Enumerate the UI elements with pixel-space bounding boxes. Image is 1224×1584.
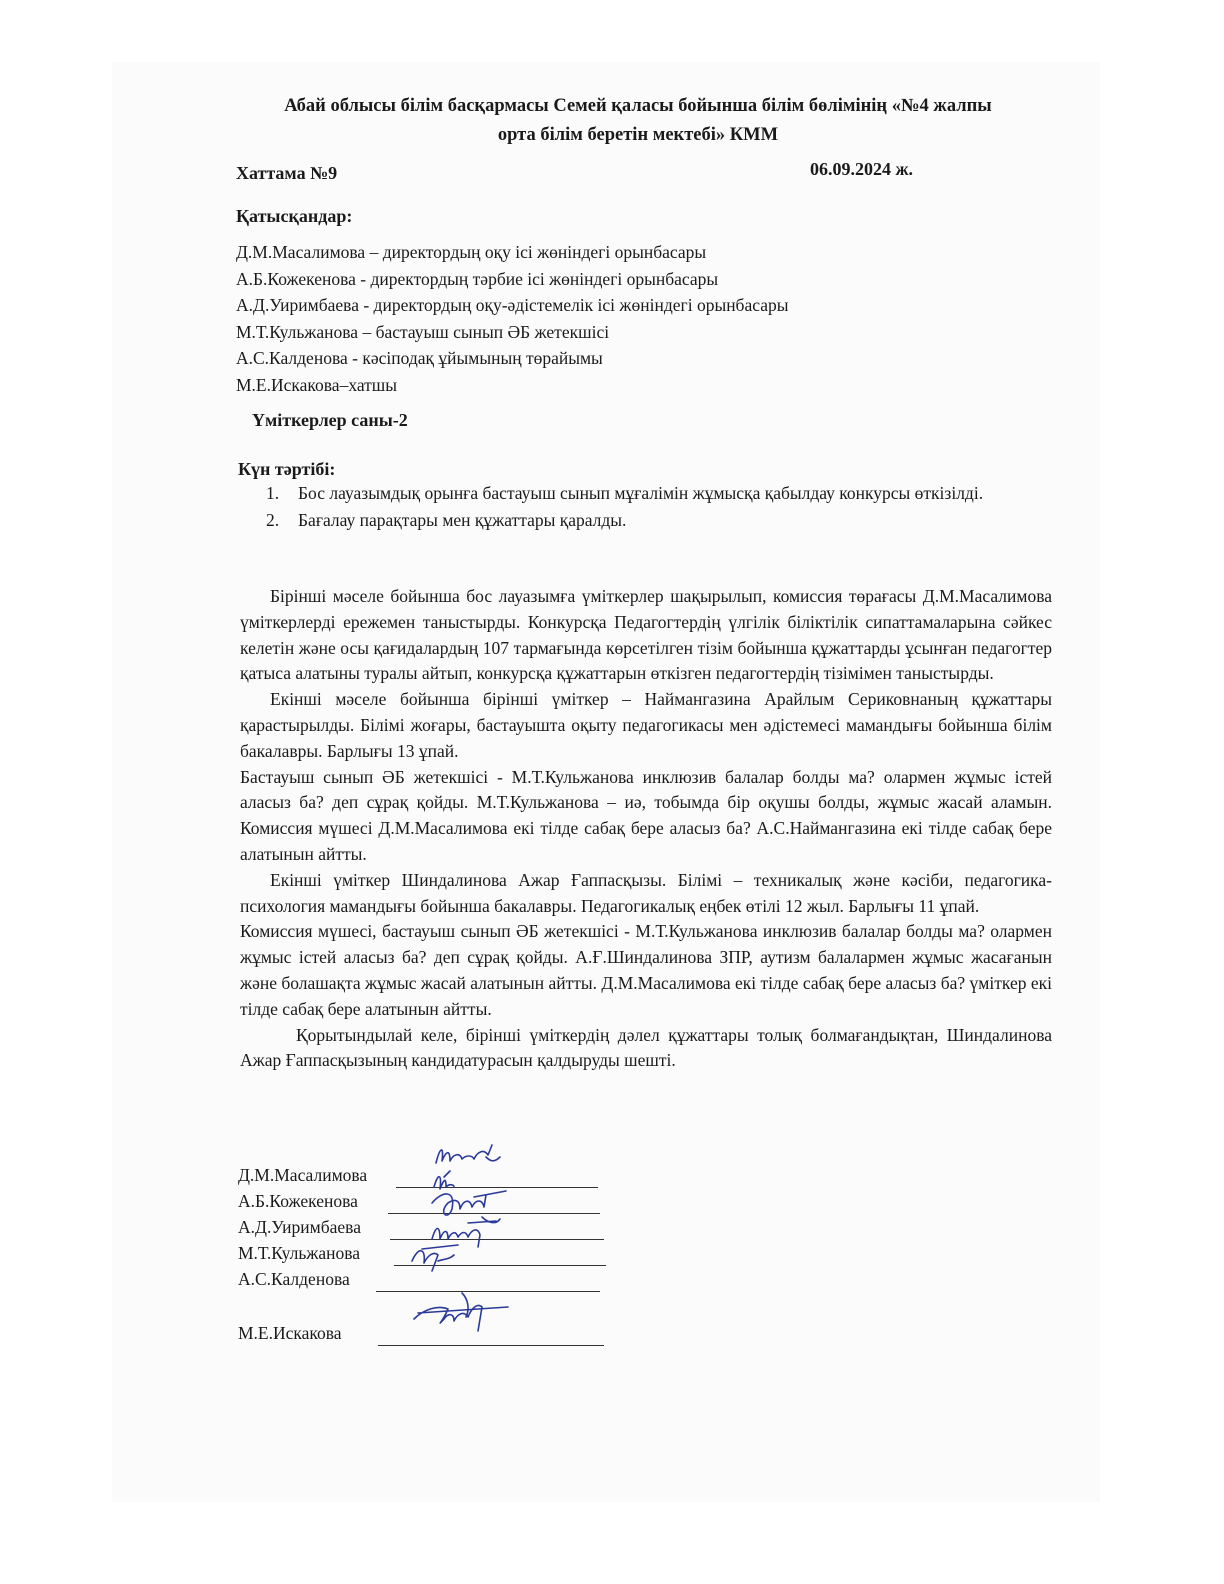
signature-mark-4 [432, 1221, 496, 1247]
protocol-body [240, 584, 1052, 1074]
agenda-heading: Күн тәртібі: [238, 459, 336, 479]
candidates-count: Үміткерлер саны-2 [252, 410, 408, 430]
agenda-item-text: Бос лауазымдық орынға бастауыш сынып мұғалімін жұмысқа қабылдау конкурсы өткізілді. [298, 483, 984, 503]
participant-item: А.Д.Уиримбаева - директордың оқу-әдістемелік ісі жөніндегі орынбасары [236, 295, 789, 315]
signature-name: М.Т.Кульжанова [238, 1243, 361, 1263]
signature-name: М.Е.Искакова [238, 1323, 342, 1343]
agenda-item-text: Бағалау парақтары мен құжаттары қаралды. [298, 510, 627, 530]
protocol-number: Хаттама №9 [236, 163, 338, 183]
agenda-item [266, 480, 1046, 507]
agenda-list [266, 480, 1046, 534]
signature-mark-6 [414, 1293, 508, 1331]
signature-name: А.Д.Уиримбаева [238, 1217, 361, 1237]
signature-name: Д.М.Масалимова [238, 1165, 368, 1185]
participant-item: А.Б.Кожекенова - директордың тәрбие ісі жөніндегі орынбасары [236, 268, 719, 289]
body-paragraph: Екінші мәселе бойынша бірінші үміткер – Наймангазина Арайлым Сериковнаның құжаттары қарастырылды. Білімі жоғары, бастауышта оқыту педагогикасы мен әдістемесі мамандығы бойынша білім бакалавры. Барлығы 13 ұпай. [240, 689, 1052, 761]
body-paragraph: Бірінші мәселе бойынша бос лауазымға үміткерлер шақырылып, комиссия төрағасы Д.М.Масалимова үміткерлерді ережемен таныстырды. Конкурсқа Педагогтердің үлгілік біліктілік сипаттамаларына сәйкес келетін және осы қағидалардың 107 тармағында көрсетілген тізім бойынша құжаттарды ұсынған педагогтер қатыса алатыны туралы айтып, конкурсқа құжаттарын өткізген педагогтердің тізімімен таныстырды. [240, 586, 1052, 684]
participant-item: М.Т.Кульжанова – бастауыш сынып ӘБ жетекшісі [236, 321, 610, 342]
document-header [238, 92, 1038, 150]
signature-mark-5 [412, 1245, 458, 1271]
participant-item: А.С.Калденова - кәсіподақ ұйымының төрайымы [236, 348, 603, 368]
participant-item: М.Е.Искакова–хатшы [236, 374, 398, 395]
handwritten-signatures [388, 1143, 628, 1353]
participants-list [236, 239, 789, 398]
signature-mark-3 [432, 1191, 506, 1223]
header-line-2: орта білім беретін мектебі» КММ [497, 125, 779, 145]
signature-mark-1 [436, 1145, 500, 1163]
body-paragraph: Қорытындылай келе, бірінші үміткердің дәлел құжаттары толық болмағандықтан, Шиндалинова Ажар Ғаппасқызының кандидатурасын қалдыруды шешті. [240, 1024, 1052, 1071]
signature-name: А.С.Калденова [238, 1269, 350, 1289]
participants-heading: Қатысқандар: [236, 206, 353, 226]
signature-name: А.Б.Кожекенова [238, 1191, 358, 1211]
agenda-item [266, 507, 1046, 534]
signature-mark-2 [434, 1171, 454, 1189]
participant-item: Д.М.Масалимова – директордың оқу ісі жөніндегі орынбасары [236, 242, 707, 262]
protocol-date: 06.09.2024 ж. [810, 159, 914, 179]
body-paragraph: Комиссия мүшесі, бастауыш сынып ӘБ жетекшісі - М.Т.Кульжанова инклюзив балалар болды ма? олармен жұмыс істей аласыз ба? деп сұрақ қойды. А.Ғ.Шиндалинова ЗПР, аутизм балалармен жұмыс жасағанын және болашақта жұмыс жасай алатынын айтты. Д.М.Масалимова екі тілде сабақ бере аласыз ба? үміткер екі тілде сабақ бере алатынын айтты. [240, 921, 1052, 1019]
body-paragraph: Екінші үміткер Шиндалинова Ажар Ғаппасқызы. Білімі – техникалық және кәсіби, педагогика-психология мамандығы бойынша бакалавры. Педагогикалық еңбек өтілі 12 жыл. Барлығы 11 ұпай. [240, 869, 1052, 916]
header-line-1: Абай облысы білім басқармасы Семей қаласы бойынша білім бөлімінің «№4 жалпы [284, 96, 992, 116]
agenda-item-number: 2. [266, 510, 280, 530]
body-paragraph: Бастауыш сынып ӘБ жетекшісі - М.Т.Кульжанова инклюзив балалар болды ма? олармен жұмыс істей аласыз ба? деп сұрақ қойды. М.Т.Кульжанова – иә, тобымда бір оқушы болды, жұмыс жасай аламын. Комиссия мүшесі Д.М.Масалимова екі тілде сабақ бере аласыз ба? А.С.Наймангазина екі тілде сабақ бере алатынын айтты. [240, 766, 1052, 864]
agenda-item-number: 1. [266, 483, 280, 503]
